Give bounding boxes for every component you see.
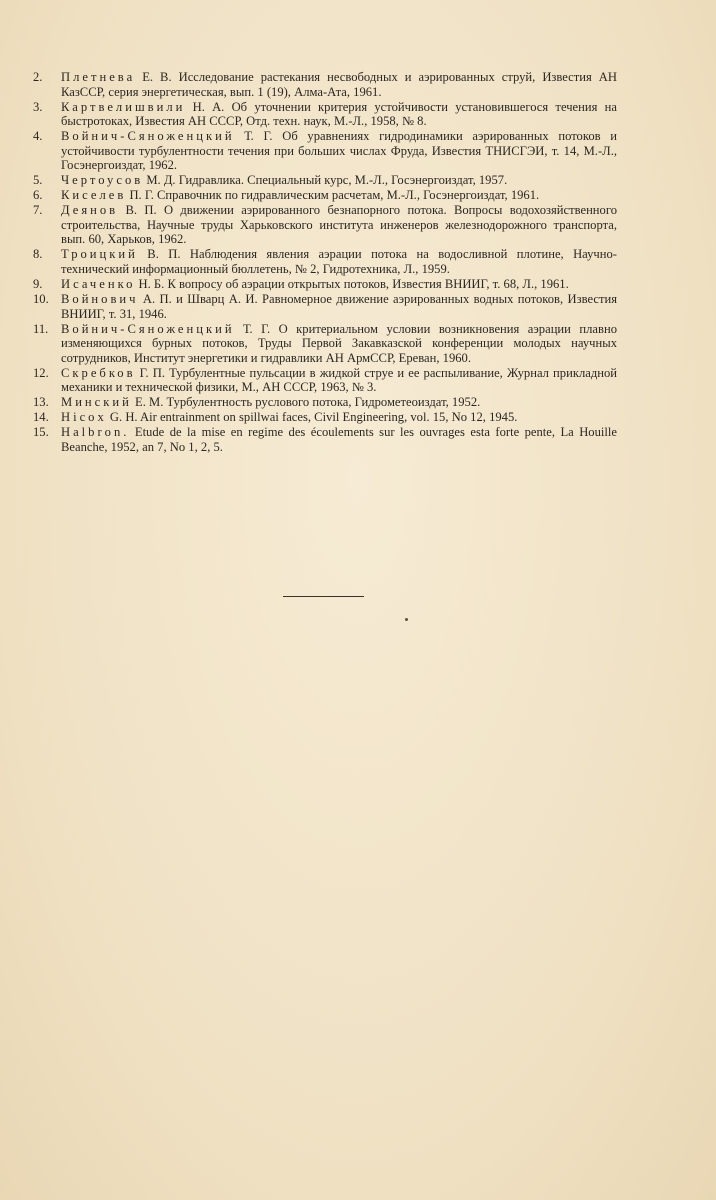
reference-item [33,410,617,425]
reference-text: Г. П. Турбулентные пульсации в жидкой струе и ее распыливание, Журнал прикладной механики и технической физики, М., АН СССР, 1963, № 3. [61,365,617,395]
reference-item [33,188,617,203]
reference-text: Т. Г. О критериальном условии возникновения аэрации плавно изменяющихся бурных потоков, Труды Первой Закавказской конференции молодых научных сотрудников, Институт энергетики и гидравлики АН АрмССР, Ереван, 1960. [61,321,617,365]
reference-author: Плетнева [61,70,136,84]
reference-text: Н. А. Об уточнении критерия устойчивости установившегося течения на быстротоках, Известия АН СССР, Отд. техн. наук, М.-Л., 1958, № 8. [61,99,617,129]
reference-number: 10. [33,292,49,307]
reference-number: 5. [33,173,43,188]
reference-text: G. H. Air entrainment on spillwai faces, Civil Engineering, vol. 15, No 12, 1945. [106,410,518,425]
reference-item [33,322,617,366]
end-rule [283,596,364,597]
reference-number: 4. [33,129,43,144]
reference-item [33,203,617,247]
reference-number: 12. [33,365,49,380]
reference-number: 14. [33,410,49,425]
reference-author: Войнович [61,292,139,307]
reference-number: 8. [33,247,43,262]
reference-number: 7. [33,203,43,218]
reference-item [33,129,617,173]
reference-text: М. Д. Гидравлика. Специальный курс, М.-Л., Госэнергоиздат, 1957. [143,173,508,188]
reference-item [33,425,617,454]
reference-number: 6. [33,188,43,203]
reference-item [33,70,617,99]
reference-author: Hicox [61,410,107,425]
reference-number: 11. [33,321,49,336]
reference-item [33,247,617,276]
reference-text: В. П. О движении аэрированного безнапорного потока. Вопросы водохозяйственного строительства, Научные труды Харьковского института инженеров железнодорожного транспорта, вып. 60, Харьков, 1962. [61,203,617,247]
reference-author: Скребков [61,365,136,380]
reference-author: Чертоусов [61,173,144,188]
reference-author: Исаченко [61,277,136,292]
print-speck [405,618,408,621]
reference-author: Картвелишвили [61,99,186,114]
reference-number: 15. [33,425,49,440]
reference-item [33,277,617,292]
reference-item [33,173,617,188]
reference-text: Н. Б. К вопросу об аэрации открытых потоков, Известия ВНИИГ, т. 68, Л., 1961. [135,277,569,292]
reference-text: Е. В. Исследование растекания несвободных и аэрированных струй, Известия АН КазССР, серия энергетическая, вып. 1 (19), Алма-Ата, 1961. [61,70,617,99]
reference-list [33,70,617,455]
reference-item [33,366,617,395]
reference-text: В. П. Наблюдения явления аэрации потока на водосливной плотине, Научно-технический информационный бюллетень, № 2, Гидротехника, Л., 1959. [61,247,617,277]
reference-author: Троицкий [61,247,138,262]
reference-author: Минский [61,395,132,410]
reference-text: П. Г. Справочник по гидравлическим расчетам, М.-Л., Госэнергоиздат, 1961. [126,188,540,203]
reference-text: Т. Г. Об уравнениях гидродинамики аэрированных потоков и устойчивости турбулентности течения при больших числах Фруда, Известия ТНИСГЭИ, т. 14, М.-Л., Госэнергоиздат, 1962. [61,129,617,173]
reference-item [33,100,617,129]
reference-author: Halbron. [61,425,130,440]
reference-author: Войнич-Сяноженцкий [61,321,235,336]
reference-number: 9. [33,277,43,292]
reference-author: Войнич-Сяноженцкий [61,129,235,144]
reference-author: Киселев [61,188,127,203]
reference-item [33,395,617,410]
reference-number: 13. [33,395,49,410]
reference-text: Etude de la mise en regime des écoulements sur les ouvrages esta forte pente, La Houille Beanche, 1952, an 7, No 1, 2, 5. [61,425,617,454]
reference-text: А. П. и Шварц А. И. Равномерное движение аэрированных водных потоков, Известия ВНИИГ, т. 31, 1946. [61,292,617,321]
reference-text: Е. М. Турбулентность руслового потока, Гидрометеоиздат, 1952. [131,395,481,410]
reference-item [33,292,617,321]
reference-number: 3. [33,99,43,114]
reference-number: 2. [33,70,43,84]
reference-author: Деянов [61,203,119,218]
